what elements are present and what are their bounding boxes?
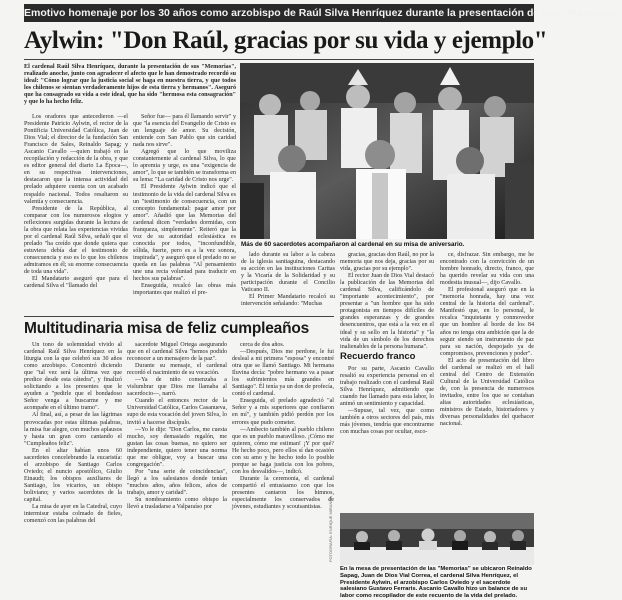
col2-p2: Agregó que lo que moviliza constantemente al cardenal Silva, lo que lo apremia y urge, es una "exigencia de amor", lo que se también se transforma en su lema: "La caridad de Cristo nos urge". <box>133 149 236 184</box>
col4-p1: gracias, gracias don Raúl, no por la memoria que nos deja, gracias por su vida, gracias por su ejemplo". <box>340 252 434 273</box>
col3-p1: lado durante su labor a la cabeza de la iglesia santiaguina, destacando su acción en las instituciones Caritas y la Vicaría de la Solidaridad y su participación durante el Concilio Vaticano II. <box>241 252 335 294</box>
col9-p1: Por su parte, Ascanio Cavallo resaltó su experiencia personal en el trabajo realizado con el cardenal Raúl Silva Henríquez, admitiendo que cuando fue llamado para esta labor, lo animó un sentimiento y capacidad. <box>340 366 434 408</box>
col2-p3: El Presidente Aylwin indicó que el testimonio de la vida del cardenal Silva es un "testimonio de consecuencia, con un concepto fundamental: pagar amor por amor". Añadió que las Memorias del cardenal dicen "verdades dormidas, con franqueza, simplemente". Reiteró que la voz de su autoridad eclesiástica es conocida por todos, "inconfundible, sólida, fuerte, pero es a la vez sonora, inspirada", y aseguró que el prelado no se queda en las palabras "Al pensamiento une una recta voluntad para traducir en hechos sus palabras". <box>133 184 236 283</box>
column-3 <box>241 252 335 314</box>
photo-credit: FOTOGRAFÍA: ENRIQUE MIRANDA <box>328 496 333 562</box>
lead-text: El cardenal Raúl Silva Henríquez, durante la presentación de sus "Memorias", realizado anoche, junto con agradecer el afecto que le han demostrado recordó su ideal: "Cómo lograr que la justicia social se haga en nuestra tierra, y que todos los chilenos se sientan verdaderamente hijos de esta tierra y hermanos". Aseguró que ha consagrado su vida a este ideal, que ha sido "hermosa esta consagración" y que lo ha hecho feliz. <box>24 64 236 106</box>
headline-rule <box>24 59 534 60</box>
col7-p2: Durante su mensaje, el cardenal recordó el nacimiento de su vocación. <box>127 363 227 377</box>
col5-p2: El profesional aseguró que en la "memoria honrada, hay una voz central de la historia del cardenal". Manifestó que, en lo personal, le recalca "inquietante y conmovedor que un hombre al borde de los 84 años no tenga otra ambición que la de seguir siendo un instrumento de paz para su nación, despojado ya de compromisos, prevenciones y poder". <box>440 287 534 357</box>
col1-p1: Los oradores que antecedieron —el Presidente Patricio Aylwin, el rector de la Pontificia Universidad Católica, Juan de Dios Vial; el director de la fundación San Francisco de Sales, Reinaldo Sapag; y Ascanio Cavallo —quien trabajó en la recopilación y redacción de la obra, y que es editor general del diario La Época—, en su respectivas intervenciones, destacaron que la intensa actividad del prelado adquiere cuenta con un acabado respaldo nacional. Todos resaltaron su valentía y consecuencia. <box>24 114 128 205</box>
col7-p1: sacerdote Miguel Ortega asegurando que en el cardenal Silva "hemos podido reconocer a un mensajero de la paz". <box>127 342 227 363</box>
col5-p3: El acto de presentación del libro del cardenal se realizó en el hall central del Centro de Extensión Cultural de la Universidad Católica de, con la presencia de numerosos invitados, entre los que se contaban altas autoridades eclesiásticas, ministros de Estado, historiadores y diversas personalidades del quehacer nacional. <box>440 357 534 428</box>
column-1 <box>24 114 128 314</box>
col1-p3: El Mandatario aseguró que para el cardenal Silva el "llamado del <box>24 276 128 290</box>
col4-p2: El rector Juan de Dios Vial destacó la publicación de las Memorias del cardenal Silva, calificándolo de "importante acontecimiento", por presentar a "un hombre que ha sido protagonista en tiempos difíciles de grandes esperanzas y de grandes desencuentros, que está a la vez en el ideal y su sello en la historia" y "la vida de un símbolo de los derechos inalienables de la persona humana". <box>340 273 434 350</box>
col8-p4: —Ambecto también al pueblo chileno que es un pueblo maravilloso. ¡Cómo me quieren, cómo me estiman! ¡Y por qué? He hecho poco, pero ellos sí dan ocasión con su amo y he hecho todo lo posible porque se haga justicia con los pobres, con los desvalidos—, indicó. <box>232 426 334 475</box>
headline: Aylwin: "Don Raúl, gracias por su vida y ejemplo" <box>24 27 548 54</box>
bottom-photo-caption: En la mesa de presentación de las "Memorias" se ubicaron Reinaldo Sapag, Juan de Dios Vial Correa, el cardenal Silva Henríquez, el Presidente Aylwin, el arzobispo Carlos Oviedo y el sacerdote salesiano Gustavo Ferraris. Ascanio Cavallo hizo un balance de su labor como recopilador de este recuento de la vida del prelado. <box>340 566 532 600</box>
col9-p2: —Supuse, tal vez, que como también a otros sectores del país, mis más jóvenes, tendría que encontrarme con muchas cosas por ocultar, esco- <box>340 408 434 436</box>
col5-p1: ce, disfrazar. Sin embargo, me he encontrado con la convicción de un hombre honrado, directo, franco, que ha querido revelar su vida con una modestia inusual—, dijo Cavallo. <box>440 252 534 287</box>
subhead-rule <box>24 316 334 317</box>
col7-p7: Su nombramiento como obispo la llevó a trasladarse a Valparaíso por <box>127 497 227 511</box>
col8-p5: Durante la ceremonia, el cardenal compartió el entusiasmo con que los presentes cantaron los himnos, especialmente los conservados de jóvenes, estudiantes y scoutsantistas. <box>232 475 334 511</box>
col7-p4: Cuando el entonces rector de la Universidad Católica, Carlos Casanueva, supo de esta vocación del joven Silva, lo invitó a hacerse discípulo. <box>127 398 228 426</box>
column-9 <box>340 366 434 510</box>
col6-p2: Al final, así, a pesar de las lágrimas provocadas por estas últimas palabras, la misa fue alegre, con muchos aplausos y hasta un gran coro cantando el "Cumpleaños feliz". <box>24 412 122 447</box>
column-2 <box>133 114 236 314</box>
col2-p1: Señor fue— para él llamando servir" y que "la esencia del Evangelio de Cristo es un lenguaje de amor. Su decisión, entiende con San Pablo que sin caridad nada nos sirve". <box>133 114 236 149</box>
crosshead: Recuerdo franco <box>340 351 416 362</box>
col3-p2: El Primer Mandatario recalcó su intervención señalando: "Muchas <box>241 294 335 308</box>
col6-p4: La misa de ayer en la Catedral, cuyo intermisur estaba colmado de fieles, comenzó con las palabras del <box>24 504 122 525</box>
column-5 <box>440 252 534 510</box>
col7-p5: —Yo le dije: "Don Carlos, me cuesta mucho, soy demasiado regalón, me gustan las cosas buenas, no quiero ser independiente, quiero tener una norma que me obligue, voy a buscar una congregación". <box>127 426 227 468</box>
col6-p1: Un tono de solemnidad vivido al cardenal Raúl Silva Henríquez en la liturgia con la que celebró sus 30 años como arzobispo. Concentró diciendo que "tal vez será la última vez que predice desde esta cátedra", y finalizó solicitando a los presentes que le ayuden a "pedirle que el bondadoso Señor venga a buscarme y me acompañe en el último tramo". <box>24 342 122 412</box>
lead-paragraph <box>24 64 236 112</box>
presentation-table-photo <box>340 513 534 565</box>
col7-p6: Por "una serie de coincidencias", llegó a los salesianos donde tenían "muchos años, años felices, años de trabajo, amor y caridad". <box>127 468 227 496</box>
col8-p3: Enseguida, el prelado agradeció "al Señor y a mis superiores que confiaron en mí", y también pidió perdón por los errores que pudo cometer. <box>232 398 334 426</box>
kicker-banner: Emotivo homenaje por los 30 años como arzobispo de Raúl Silva Henríquez durante la presentación de sus "Memorias" <box>24 4 534 22</box>
column-8 <box>232 342 334 598</box>
col8-p1: cerca de dos años. <box>240 342 285 348</box>
col1-p2: Presidente de la República, al comparar con los numerosos elogios y reflexiones surgidas durante la lectura de la obra que relata las experiencias vividas por el cardenal Raúl Silva, señaló que el prelado "ha creído que donde quiera que estuviera debía dar el testimonio de consecuencia y eso es lo que los chilenos admiramos en él; su enorme consecuencia de toda una vida". <box>24 205 128 276</box>
col7-p3: —Ya de niño comenzaba a vislumbrar que Dios me llamaba al sacerdocio—, narró. <box>127 377 227 398</box>
col8-p2: —Después, Dios me perdone, le fui desleal a mi primera "esposa" y encontré otra que se llamó Santiago. Mi hermana Iluvina decía: "pobre hermano va a pasar los sufrimientos más grandes en Santiago". Él tenía ya un don de profecía, contó el cardenal. <box>232 349 334 398</box>
col6-p3: En el altar habían unos 60 sacerdotes concelebrando la eucaristía: el arzobispo de Santiago Carlos Oviedo; el nuncio apostólico, Giulio Einaudi; los obispos auxiliares de Santiago, los vicarios, un obispo boliviano; y varios sacerdotes de la capital. <box>24 447 122 504</box>
column-6 <box>24 342 122 598</box>
col2-p4: Enseguida, recalcó las obras más importantes que realizó el pre- <box>133 283 236 297</box>
procession-photo-image <box>240 63 534 239</box>
bishops-in-procession-photo <box>240 63 534 239</box>
presentation-photo-image <box>340 513 534 565</box>
subhead: Multitudinaria misa de feliz cumpleaños <box>24 320 310 337</box>
column-7 <box>127 342 227 598</box>
top-photo-caption: Más de 60 sacerdotes acompañaron al cardenal en su misa de aniversario. <box>241 241 465 248</box>
